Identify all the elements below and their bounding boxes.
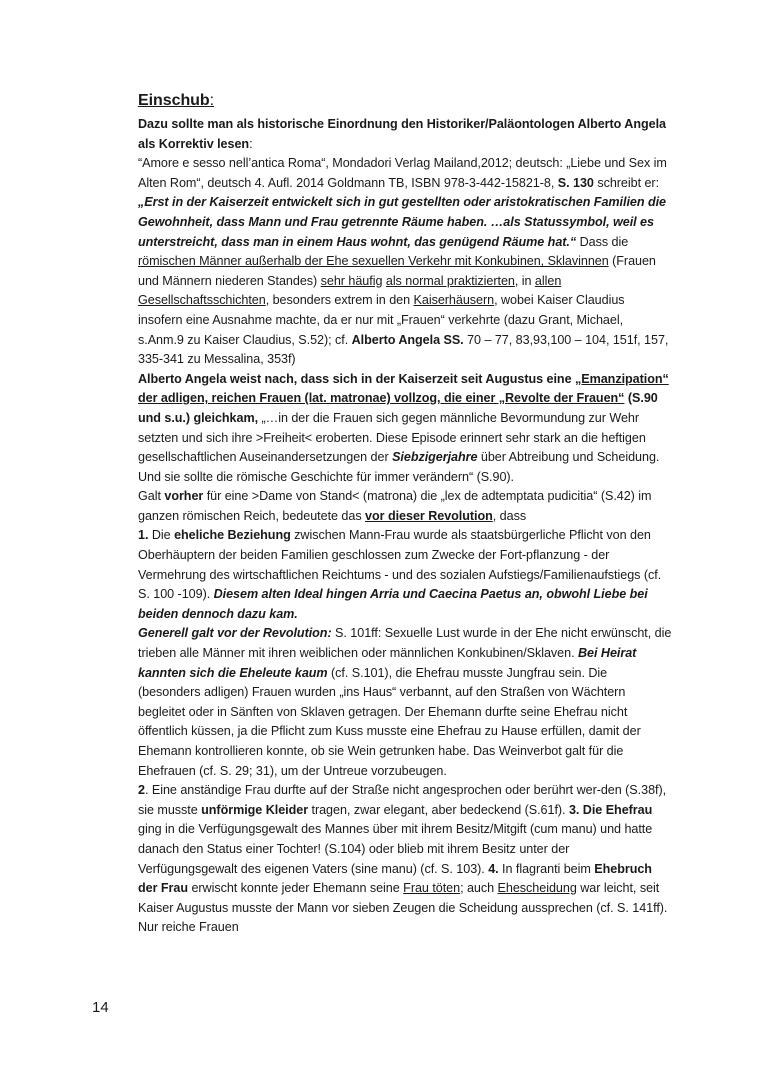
text-run: ging in die Verfügungsgewalt des Mannes über mit ihrem Besitz/Mitgift (cum manu) und hatte danach den Status einer Tochter! (S.104) oder blieb mit ihrem Besitz unter der Verfügungsgewalt des eigenen Vaters (sine manu) (cf. S. 103).	[138, 822, 653, 876]
text-run: tragen, zwar elegant, aber bedeckend (S.61f).	[308, 802, 569, 817]
text-run: schreibt er:	[593, 175, 660, 190]
text-run: erwischt konnte jeder Ehemann seine	[188, 881, 404, 896]
text-run: über Abtreibung und Scheidung. Und sie sollte die römische Geschichte für immer verändern“ (S.90).	[138, 450, 660, 484]
text-run: (S.90 und s.u.) gleichkam,	[138, 391, 658, 425]
text-run: römischen Männer außerhalb der Ehe sexuellen Verkehr mit Konkubinen, Sklavinnen	[138, 254, 609, 269]
text-run: . Eine anständige Frau durfte auf der Straße nicht angesprochen oder berührt wer-den (S.38f), sie musste	[138, 783, 667, 817]
text-run: Frau töten	[403, 881, 461, 896]
text-run: Dazu sollte man als historische Einordnung den Historiker/Paläontologen Alberto Angela als Korrektiv lesen	[138, 117, 666, 151]
text-run: , besonders extrem in den	[265, 293, 414, 308]
text-run: 4.	[488, 861, 499, 876]
text-run: 1.	[138, 528, 149, 543]
text-run: Dass die	[576, 234, 629, 249]
text-run: eheliche Beziehung	[174, 528, 291, 543]
text-run: Alberto Angela SS.	[351, 332, 464, 347]
text-run: als normal praktizierten	[385, 273, 515, 288]
text-run: S. 101ff: Sexuelle Lust wurde in der Ehe nicht erwünscht, die trieben alle Männer mit ihren weiblichen oder männlichen Konkubinen/Sklaven.	[138, 626, 672, 661]
text-run: (cf. S.101), die Ehefrau musste Jungfrau sein. Die (besonders adligen) Frauen wurden „ins Haus“ verbannt, auf den Straßen von Wächtern begleitet oder in Sänften von Sklaven getragen. Der Ehemann durfte seine Ehefrau nicht öffentlich küssen, ja die Pflicht zum Kuss musste eine Ehefrau zu Hause erfüllen, damit der Ehemann kontrollieren konnte, ob sie Wein getrunken habe. Das Weinverbot galt für die Ehefrauen (cf. S. 29; 31), um der Untreue vorzubeugen.	[138, 665, 641, 778]
paragraph	[138, 781, 672, 938]
page-number: 14	[92, 999, 109, 1016]
text-run: „…in der die Frauen sich gegen männliche Bevormundung zur Wehr setzten und sich ihre >Freiheit< eroberten. Diese Episode erinnert sehr stark an die heftigen gesellschaftlichen Auseinandersetzungen der	[138, 410, 646, 465]
text-run: ; auch	[460, 881, 498, 896]
document-body	[138, 91, 672, 938]
text-run: unförmige Kleider	[201, 802, 309, 817]
text-run: „Emanzipation“ der adligen, reichen Frauen (lat. matronae) vollzog, die einer „Revolte der Frauen“	[138, 371, 669, 406]
text-run: Ehebruch der Frau	[138, 861, 652, 896]
text-run: für eine >Dame von Stand< (matrona) die „lex de adtemptata pudicitia“ (S.42) im ganzen römischen Reich, bedeutete das	[138, 489, 652, 523]
text-run: allen Gesellschaftsschichten	[138, 273, 562, 308]
text-run: sehr häufig	[320, 273, 383, 288]
paragraph	[138, 115, 672, 154]
text-run: Kaiserhäusern	[413, 293, 495, 308]
text-run: In flagranti beim	[498, 861, 595, 876]
text-run: (Frauen und Männern niederen Standes)	[138, 254, 656, 288]
heading-title: Einschub	[138, 92, 210, 109]
text-run: , dass	[492, 508, 527, 523]
section-heading	[138, 91, 672, 111]
text-run: S. 130	[557, 175, 594, 190]
text-run: vor dieser Revolution	[365, 508, 493, 523]
text-run: Generell galt vor der Revolution:	[138, 626, 332, 641]
text-run: 70 – 77, 83,93,100 – 104, 151f, 157, 335-341 zu Messalina, 353f)	[138, 332, 669, 367]
text-run: zwischen Mann-Frau wurde als staatsbürgerliche Pflicht von den Oberhäuptern der beiden Familien geschlossen zum Zwecke der Fort-pflanzung - der Vermehrung des wirtschaftlichen Reichtums - und des sozialen Aufstiegs/Familienaufstiegs (cf. S. 100 -109).	[138, 528, 662, 602]
text-run: Die	[148, 528, 175, 543]
paragraph	[138, 526, 672, 624]
text-run: „Erst in der Kaiserzeit entwickelt sich in gut gestellten oder aristokratischen Familien die Gewohnheit, dass Mann und Frau getrennte Räume haben. …als Statussymbol, weil es unterstreicht, dass man in einem Haus wohnt, das genügend Räume hat.“	[138, 195, 666, 249]
text-run: Siebzigerjahre	[392, 450, 478, 465]
text-run: :	[249, 136, 253, 151]
text-run: Alberto Angela weist nach, dass sich in der Kaiserzeit seit Augustus eine	[138, 371, 575, 386]
paragraph	[138, 193, 672, 369]
paragraph-list	[138, 115, 672, 938]
text-run: 2	[138, 783, 145, 798]
text-run: , in	[514, 273, 535, 288]
text-run: Ehescheidung	[497, 881, 577, 896]
paragraph	[138, 154, 672, 193]
text-run: Diesem alten Ideal hingen Arria und Caecina Paetus an, obwohl Liebe bei beiden dennoch dazu kam.	[138, 587, 648, 621]
text-run: Bei Heirat kannten sich die Eheleute kaum	[138, 646, 637, 680]
paragraph	[138, 370, 672, 488]
text-run: vorher	[164, 489, 204, 504]
paragraph	[138, 624, 672, 781]
text-run: “Amore e sesso nell’antica Roma“, Mondadori Verlag Mailand,2012; deutsch: „Liebe und Sex im Alten Rom“, deutsch 4. Aufl. 2014 Goldmann TB, ISBN 978-3-442-15821-8,	[138, 156, 667, 190]
text-run: war leicht, seit Kaiser Augustus musste der Mann vor sieben Zeugen die Scheidung aussprechen (cf. S. 141ff). Nur reiche Frauen	[138, 881, 668, 935]
heading-colon: :	[209, 92, 215, 109]
text-run: Galt	[138, 489, 165, 504]
text-run: , wobei Kaiser Claudius insofern eine Ausnahme machte, da er nur mit „Frauen“ verkehrte (dazu Grant, Michael, s.Anm.9 zu Kaiser Claudius, S.52); cf.	[138, 293, 625, 347]
paragraph	[138, 487, 672, 526]
text-run: 3. Die Ehefrau	[568, 802, 653, 817]
